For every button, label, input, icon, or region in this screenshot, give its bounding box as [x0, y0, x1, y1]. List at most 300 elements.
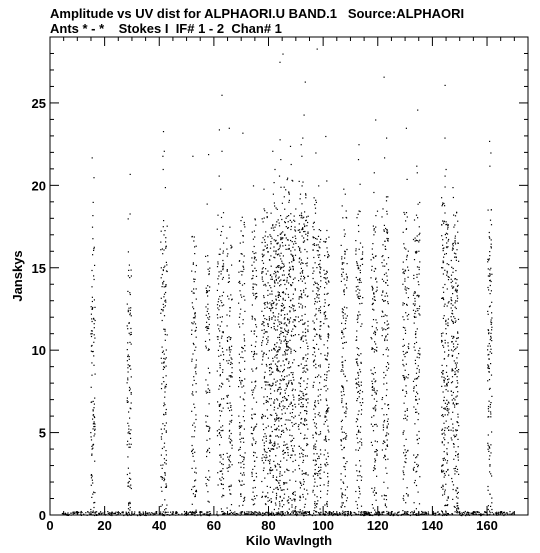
data-point: [345, 284, 346, 285]
data-point: [446, 406, 447, 407]
data-point: [302, 263, 303, 264]
data-point: [453, 392, 454, 393]
data-point: [279, 466, 280, 467]
data-point: [192, 391, 193, 392]
data-point: [232, 445, 233, 446]
data-point: [273, 315, 274, 316]
data-point: [442, 441, 443, 442]
data-point: [282, 54, 283, 55]
data-point: [126, 513, 127, 514]
data-point: [89, 512, 90, 513]
data-point: [222, 468, 223, 469]
data-point: [305, 329, 306, 330]
data-point: [416, 277, 417, 278]
data-point: [454, 242, 455, 243]
data-point: [288, 227, 289, 228]
data-point: [295, 406, 296, 407]
data-point: [277, 487, 278, 488]
data-point: [303, 237, 304, 238]
data-point: [294, 424, 295, 425]
data-point: [413, 295, 414, 296]
data-point: [256, 473, 257, 474]
data-point: [228, 408, 229, 409]
data-point: [357, 504, 358, 505]
data-point: [326, 318, 327, 319]
data-point: [209, 452, 210, 453]
data-point: [444, 451, 445, 452]
data-point: [303, 460, 304, 461]
data-point: [356, 277, 357, 278]
data-point: [339, 512, 340, 513]
data-point: [288, 202, 289, 203]
data-point: [292, 493, 293, 494]
data-point: [382, 292, 383, 293]
data-point: [281, 219, 282, 220]
data-point: [341, 421, 342, 422]
data-point: [161, 358, 162, 359]
data-point: [161, 436, 162, 437]
data-point: [290, 366, 291, 367]
data-point: [93, 428, 94, 429]
data-point: [240, 220, 241, 221]
data-point: [443, 203, 444, 204]
data-point: [292, 450, 293, 451]
data-point: [262, 256, 263, 257]
data-point: [361, 506, 362, 507]
data-point: [127, 382, 128, 383]
data-point: [265, 460, 266, 461]
data-point: [374, 228, 375, 229]
data-point: [318, 365, 319, 366]
data-point: [488, 366, 489, 367]
data-point: [302, 332, 303, 333]
data-point: [371, 417, 372, 418]
data-point: [283, 305, 284, 306]
data-point: [356, 387, 357, 388]
data-point: [382, 327, 383, 328]
data-point: [404, 445, 405, 446]
data-point: [334, 513, 335, 514]
data-point: [451, 275, 452, 276]
data-point: [231, 265, 232, 266]
data-point: [320, 280, 321, 281]
data-point: [402, 360, 403, 361]
data-point: [344, 294, 345, 295]
data-point: [307, 262, 308, 263]
data-point: [275, 251, 276, 252]
data-point: [252, 394, 253, 395]
data-point: [356, 418, 357, 419]
data-point: [417, 295, 418, 296]
data-point: [447, 410, 448, 411]
data-point: [218, 263, 219, 264]
data-point: [324, 374, 325, 375]
data-point: [131, 444, 132, 445]
data-point: [456, 466, 457, 467]
data-point: [299, 446, 300, 447]
data-point: [416, 508, 417, 509]
data-point: [273, 461, 274, 462]
data-point: [328, 237, 329, 238]
data-point: [490, 444, 491, 445]
data-point: [261, 330, 262, 331]
data-point: [376, 454, 377, 455]
data-point: [261, 273, 262, 274]
data-point: [453, 227, 454, 228]
data-point: [264, 433, 265, 434]
data-point: [417, 308, 418, 309]
data-point: [313, 460, 314, 461]
data-point: [129, 277, 130, 278]
data-point: [307, 511, 308, 512]
data-point: [192, 323, 193, 324]
data-point: [443, 486, 444, 487]
data-point: [316, 427, 317, 428]
data-point: [305, 314, 306, 315]
data-point: [383, 328, 384, 329]
data-point: [382, 256, 383, 257]
data-point: [271, 291, 272, 292]
data-point: [268, 251, 269, 252]
data-point: [205, 391, 206, 392]
data-point: [291, 372, 292, 373]
data-point: [386, 276, 387, 277]
data-point: [279, 371, 280, 372]
data-point: [448, 426, 449, 427]
data-point: [113, 513, 114, 514]
data-point: [279, 485, 280, 486]
data-point: [448, 239, 449, 240]
data-point: [108, 513, 109, 514]
data-point: [383, 427, 384, 428]
data-point: [194, 423, 195, 424]
data-point: [373, 192, 374, 193]
data-point: [228, 363, 229, 364]
data-point: [161, 388, 162, 389]
data-point: [451, 439, 452, 440]
data-point: [443, 408, 444, 409]
data-point: [288, 383, 289, 384]
data-point: [286, 399, 287, 400]
data-point: [287, 429, 288, 430]
data-point: [277, 513, 278, 514]
data-point: [254, 231, 255, 232]
data-point: [291, 383, 292, 384]
data-point: [279, 505, 280, 506]
data-point: [252, 293, 253, 294]
data-point: [267, 492, 268, 493]
data-point: [344, 342, 345, 343]
data-point: [128, 411, 129, 412]
data-point: [359, 460, 360, 461]
data-point: [445, 414, 446, 415]
data-point: [262, 440, 263, 441]
data-point: [283, 454, 284, 455]
data-point: [292, 180, 293, 181]
data-point: [221, 411, 222, 412]
data-point: [307, 331, 308, 332]
data-point: [342, 511, 343, 512]
data-point: [375, 332, 376, 333]
data-point: [264, 478, 265, 479]
data-point: [285, 393, 286, 394]
data-point: [307, 455, 308, 456]
data-point: [162, 274, 163, 275]
data-point: [406, 364, 407, 365]
data-point: [94, 398, 95, 399]
data-point: [318, 257, 319, 258]
data-point: [383, 372, 384, 373]
data-point: [457, 333, 458, 334]
data-point: [280, 246, 281, 247]
data-point: [223, 212, 224, 213]
data-point: [285, 330, 286, 331]
data-point: [229, 423, 230, 424]
data-point: [205, 256, 206, 257]
data-point: [355, 254, 356, 255]
data-point: [292, 255, 293, 256]
data-point: [379, 512, 380, 513]
data-point: [273, 360, 274, 361]
data-point: [269, 370, 270, 371]
data-point: [491, 312, 492, 313]
data-point: [320, 512, 321, 513]
data-point: [448, 496, 449, 497]
data-point: [129, 478, 130, 479]
data-point: [371, 259, 372, 260]
data-point: [163, 226, 164, 227]
data-point: [385, 459, 386, 460]
data-point: [294, 491, 295, 492]
data-point: [131, 344, 132, 345]
data-point: [374, 458, 375, 459]
data-point: [255, 498, 256, 499]
data-point: [188, 512, 189, 513]
data-point: [162, 347, 163, 348]
data-point: [127, 367, 128, 368]
data-point: [453, 350, 454, 351]
data-point: [167, 512, 168, 513]
data-point: [295, 423, 296, 424]
data-point: [491, 396, 492, 397]
data-point: [413, 455, 414, 456]
data-point: [416, 464, 417, 465]
data-point: [206, 451, 207, 452]
data-point: [223, 484, 224, 485]
data-point: [228, 278, 229, 279]
data-point: [385, 504, 386, 505]
y-tick-label: 0: [38, 508, 46, 523]
data-point: [163, 478, 164, 479]
data-point: [318, 434, 319, 435]
data-point: [295, 389, 296, 390]
data-point: [344, 458, 345, 459]
data-point: [447, 322, 448, 323]
data-point: [343, 374, 344, 375]
data-point: [92, 480, 93, 481]
data-point: [285, 349, 286, 350]
data-point: [386, 238, 387, 239]
x-tick-label: 40: [152, 518, 167, 533]
data-point: [357, 475, 358, 476]
data-point: [468, 512, 469, 513]
data-point: [323, 323, 324, 324]
data-point: [255, 257, 256, 258]
data-point: [208, 313, 209, 314]
data-point: [291, 504, 292, 505]
data-point: [281, 431, 282, 432]
data-point: [191, 236, 192, 237]
data-point: [275, 465, 276, 466]
data-point: [302, 281, 303, 282]
data-point: [221, 386, 222, 387]
data-point: [441, 376, 442, 377]
data-point: [281, 253, 282, 254]
data-point: [281, 310, 282, 311]
data-point: [318, 512, 319, 513]
data-point: [164, 397, 165, 398]
data-point: [289, 435, 290, 436]
data-points: [62, 49, 515, 517]
data-point: [327, 453, 328, 454]
data-point: [282, 242, 283, 243]
data-point: [218, 328, 219, 329]
data-point: [207, 308, 208, 309]
data-point: [491, 317, 492, 318]
data-point: [294, 500, 295, 501]
data-point: [255, 414, 256, 415]
data-point: [293, 266, 294, 267]
data-point: [445, 224, 446, 225]
data-point: [228, 298, 229, 299]
data-point: [312, 491, 313, 492]
data-point: [346, 435, 347, 436]
x-tick-label: 120: [366, 518, 389, 533]
data-point: [444, 270, 445, 271]
data-point: [299, 232, 300, 233]
data-point: [320, 467, 321, 468]
data-point: [305, 512, 306, 513]
data-point: [306, 387, 307, 388]
data-point: [418, 431, 419, 432]
data-point: [102, 512, 103, 513]
data-point: [328, 456, 329, 457]
data-point: [91, 286, 92, 287]
data-point: [237, 513, 238, 514]
data-point: [251, 390, 252, 391]
data-point: [406, 493, 407, 494]
data-point: [448, 513, 449, 514]
data-point: [445, 378, 446, 379]
data-point: [303, 484, 304, 485]
data-point: [384, 420, 385, 421]
data-point: [234, 511, 235, 512]
data-point: [405, 385, 406, 386]
data-point: [381, 262, 382, 263]
data-point: [262, 279, 263, 280]
data-point: [454, 360, 455, 361]
data-point: [252, 271, 253, 272]
data-point: [289, 430, 290, 431]
data-point: [456, 308, 457, 309]
data-point: [305, 197, 306, 198]
data-point: [227, 341, 228, 342]
data-point: [287, 513, 288, 514]
data-point: [300, 273, 301, 274]
data-point: [192, 453, 193, 454]
data-point: [426, 513, 427, 514]
data-point: [305, 82, 306, 83]
data-point: [374, 490, 375, 491]
data-point: [274, 443, 275, 444]
data-point: [194, 367, 195, 368]
data-point: [94, 492, 95, 493]
data-point: [419, 261, 420, 262]
data-point: [209, 427, 210, 428]
data-point: [220, 326, 221, 327]
data-point: [242, 351, 243, 352]
data-point: [287, 489, 288, 490]
data-point: [383, 424, 384, 425]
data-point: [286, 383, 287, 384]
data-point: [491, 475, 492, 476]
data-point: [278, 420, 279, 421]
data-point: [262, 218, 263, 219]
data-point: [298, 365, 299, 366]
data-point: [342, 367, 343, 368]
data-point: [288, 363, 289, 364]
data-point: [318, 298, 319, 299]
data-point: [164, 403, 165, 404]
data-point: [414, 316, 415, 317]
data-point: [277, 370, 278, 371]
data-point: [445, 475, 446, 476]
data-point: [239, 439, 240, 440]
data-point: [416, 485, 417, 486]
data-point: [347, 276, 348, 277]
data-point: [318, 471, 319, 472]
data-point: [223, 292, 224, 293]
data-point: [256, 512, 257, 513]
data-point: [455, 283, 456, 284]
data-point: [256, 270, 257, 271]
data-point: [293, 417, 294, 418]
data-point: [444, 397, 445, 398]
data-point: [164, 472, 165, 473]
data-point: [207, 392, 208, 393]
data-point: [276, 221, 277, 222]
data-point: [357, 296, 358, 297]
data-point: [331, 513, 332, 514]
data-point: [417, 266, 418, 267]
data-point: [385, 228, 386, 229]
data-point: [283, 482, 284, 483]
data-point: [285, 398, 286, 399]
data-point: [416, 373, 417, 374]
data-point: [280, 333, 281, 334]
data-point: [374, 388, 375, 389]
data-point: [267, 396, 268, 397]
data-point: [283, 504, 284, 505]
data-point: [193, 513, 194, 514]
data-point: [446, 233, 447, 234]
data-point: [285, 294, 286, 295]
data-point: [217, 401, 218, 402]
data-point: [384, 495, 385, 496]
data-point: [405, 411, 406, 412]
data-point: [491, 244, 492, 245]
data-point: [373, 408, 374, 409]
